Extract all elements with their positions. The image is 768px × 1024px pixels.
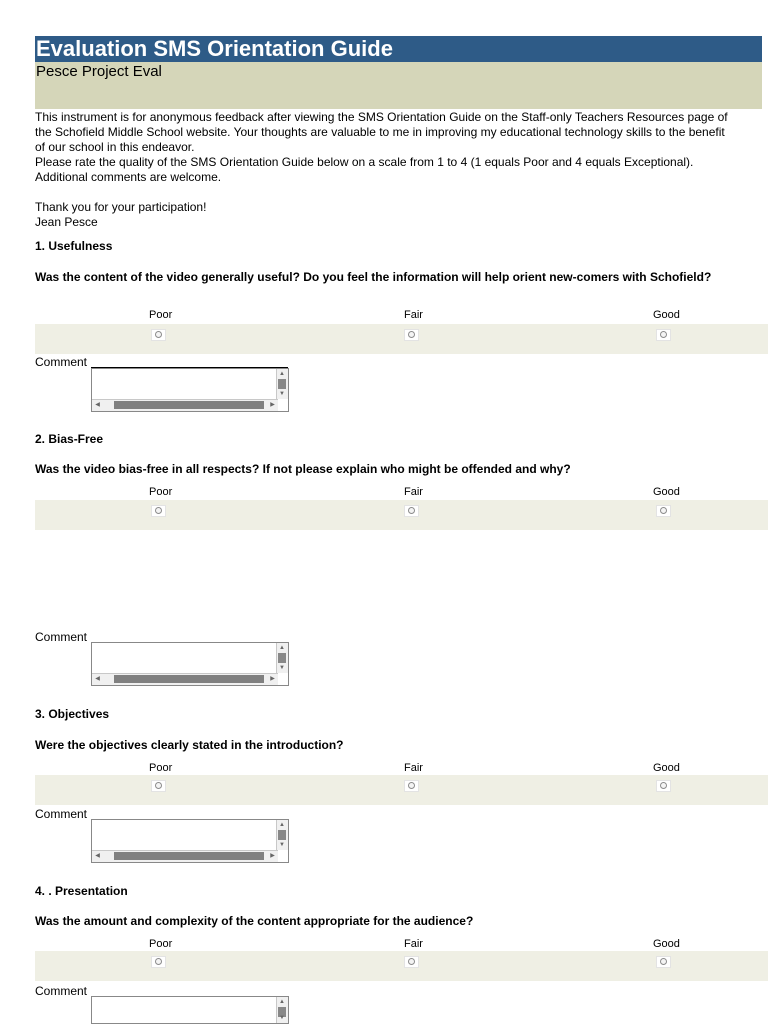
section-2-question: Was the video bias-free in all respects? If not please explain who might be offended and why? [35, 462, 571, 476]
scale-label-poor: Poor [149, 762, 173, 774]
survey-title: Evaluation SMS Orientation Guide [35, 36, 762, 62]
comment-textarea-3[interactable] [91, 819, 289, 863]
radio-fair[interactable] [404, 505, 419, 517]
rating-row-3 [35, 775, 768, 805]
thanks-text: Thank you for your participation! [35, 200, 207, 214]
radio-fair[interactable] [404, 956, 419, 968]
rating-row-2 [35, 500, 768, 530]
radio-poor[interactable] [151, 956, 166, 968]
vertical-scrollbar[interactable]: ▲ ▼ [276, 997, 288, 1023]
section-4-question: Was the amount and complexity of the content appropriate for the audience? [35, 914, 474, 928]
comment-label-4: Comment [35, 984, 88, 998]
radio-fair[interactable] [404, 780, 419, 792]
scale-label-fair: Fair [404, 938, 423, 950]
rating-row-1 [35, 324, 768, 354]
comment-label-1: Comment [35, 355, 88, 369]
rating-row-4 [35, 951, 768, 981]
intro-paragraph-1: This instrument is for anonymous feedback after viewing the SMS Orientation Guide on the Staff-only Teachers Resources page of the Schofield Middle School website. Your thoughts are valuable to me in improving my educational technology skills to the benefit of our school in this endeavor. [35, 110, 728, 154]
intro-text [35, 110, 735, 230]
section-2-title: 2. Bias-Free [35, 432, 104, 446]
radio-poor[interactable] [151, 780, 166, 792]
horizontal-scrollbar[interactable]: ◀ ▶ [92, 673, 278, 685]
section-1-question: Was the content of the video generally useful? Do you feel the information will help orient new-comers with Schofield? [35, 270, 712, 284]
radio-good[interactable] [656, 505, 671, 517]
scale-label-good: Good [653, 486, 680, 498]
vertical-scrollbar[interactable]: ▲ ▼ [276, 820, 288, 850]
scale-label-poor: Poor [149, 938, 173, 950]
radio-good[interactable] [656, 956, 671, 968]
comment-textarea-1[interactable] [91, 368, 289, 412]
vertical-scrollbar[interactable]: ▲ ▼ [276, 369, 288, 399]
comment-textarea-2[interactable] [91, 642, 289, 686]
scale-label-fair: Fair [404, 486, 423, 498]
radio-good[interactable] [656, 329, 671, 341]
survey-subtitle: Pesce Project Eval [35, 62, 762, 109]
radio-good[interactable] [656, 780, 671, 792]
section-1-title: 1. Usefulness [35, 239, 113, 253]
comment-textarea-4[interactable] [91, 996, 289, 1024]
horizontal-scrollbar[interactable]: ◀ ▶ [92, 850, 278, 862]
horizontal-scrollbar[interactable]: ◀ ▶ [92, 399, 278, 411]
section-3-title: 3. Objectives [35, 707, 110, 721]
scale-label-fair: Fair [404, 762, 423, 774]
intro-paragraph-2: Please rate the quality of the SMS Orientation Guide below on a scale from 1 to 4 (1 equals Poor and 4 equals Exceptional). Additional comments are welcome. [35, 155, 694, 184]
comment-label-3: Comment [35, 807, 88, 821]
section-4-title: 4. . Presentation [35, 884, 128, 898]
scale-label-poor: Poor [149, 309, 173, 321]
scale-label-good: Good [653, 762, 680, 774]
radio-poor[interactable] [151, 505, 166, 517]
radio-poor[interactable] [151, 329, 166, 341]
vertical-scrollbar[interactable]: ▲ ▼ [276, 643, 288, 673]
scale-label-poor: Poor [149, 486, 173, 498]
scale-label-good: Good [653, 309, 680, 321]
radio-fair[interactable] [404, 329, 419, 341]
comment-label-2: Comment [35, 630, 88, 644]
signature-text: Jean Pesce [35, 215, 98, 229]
scale-label-good: Good [653, 938, 680, 950]
scale-label-fair: Fair [404, 309, 423, 321]
section-3-question: Were the objectives clearly stated in the introduction? [35, 738, 344, 752]
